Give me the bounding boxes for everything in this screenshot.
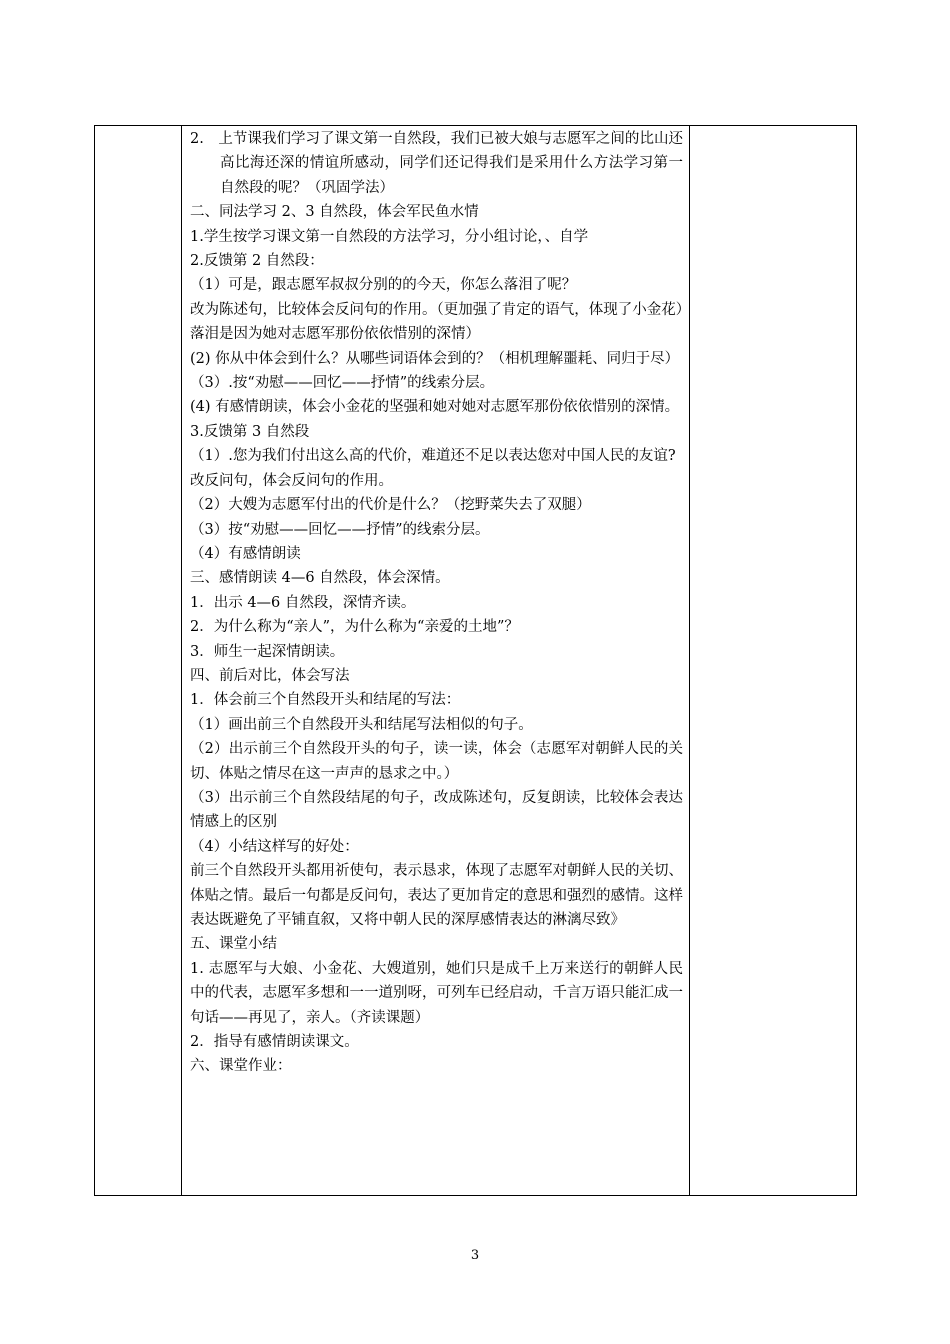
content-line: 前三个自然段开头都用祈使句，表示恳求，体现了志愿军对朝鲜人民的关切、体贴之情。最后一句都是反问句，表达了更加肯定的意思和强烈的感情。这样表达既避免了平铺直叙，又将中朝人民的深厚感情表达的淋漓尽致》 xyxy=(190,863,683,928)
section-heading-2: 二、同法学习 2、3 自然段，体会军民鱼水情 xyxy=(190,204,479,221)
content-line: （4）小结这样写的好处： xyxy=(190,838,359,855)
left-column-cell xyxy=(95,126,182,1195)
content-line: （1）画出前三个自然段开头和结尾写法相似的句子。 xyxy=(190,716,533,733)
page-number: 3 xyxy=(470,1248,480,1263)
content-line: 2．指导有感情朗读课文。 xyxy=(190,1034,359,1051)
content-line: （2）出示前三个自然段开头的句子，读一读，体会（志愿军对朝鲜人民的关切、体贴之情尽在这一声声的恳求之中。） xyxy=(190,741,683,782)
content-line: 改为陈述句，比较体会反问句的作用。（更加强了肯定的语气，体现了小金花）落泪是因为她对志愿军那份依依惜别的深情） xyxy=(190,301,683,343)
right-column-cell xyxy=(690,126,856,1195)
content-line: 2．为什么称为“亲人”，为什么称为“亲爱的土地”？ xyxy=(190,619,519,636)
section-heading-6: 六、课堂作业： xyxy=(190,1058,292,1075)
section-heading-4: 四、前后对比，体会写法 xyxy=(190,667,350,684)
lesson-content xyxy=(190,127,683,1079)
content-line: 1．出示 4—6 自然段，深情齐读。 xyxy=(190,594,416,611)
content-line: 2.反馈第 2 自然段： xyxy=(190,253,324,270)
section-heading-5: 五、课堂小结 xyxy=(190,936,277,953)
review-question-line: 2. 上节课我们学习了课文第一自然段，我们已被大娘与志愿军之间的比山还高比海还深的情谊所感动，同学们还记得我们是采用什么方法学习第一自然段的呢？（巩固学法） xyxy=(190,131,683,196)
lesson-plan-table xyxy=(94,125,857,1196)
content-line: 3.反馈第 3 自然段 xyxy=(190,423,310,440)
main-content-cell xyxy=(182,126,690,1195)
content-line: （1）可是，跟志愿军叔叔分别的的今天，你怎么落泪了呢？ xyxy=(190,277,577,294)
section-heading-3: 三、感情朗读 4—6 自然段，体会深情。 xyxy=(190,570,450,587)
content-line: （1）.您为我们付出这么高的代价，难道还不足以表达您对中国人民的友谊? xyxy=(190,448,676,465)
content-line: 改反问句，体会反问句的作用。 xyxy=(190,472,393,489)
content-line: (2) 你从中体会到什么？从哪些词语体会到的？（相机理解噩耗、同归于尽） xyxy=(190,350,680,367)
content-line: （2）大嫂为志愿军付出的代价是什么？（挖野菜失去了双腿） xyxy=(190,497,591,514)
content-line: (4) 有感情朗读，体会小金花的坚强和她对她对志愿军那份依依惜别的深情。 xyxy=(190,399,680,416)
content-line: 3．师生一起深情朗读。 xyxy=(190,643,345,660)
content-line: 1. 志愿军与大娘、小金花、大嫂道别，她们只是成千上万来送行的朝鲜人民中的代表，志愿军多想和一一道别呀，可列车已经启动，千言万语只能汇成一句话——再见了，亲人。（齐读课题） xyxy=(190,960,683,1026)
content-line: 1．体会前三个自然段开头和结尾的写法： xyxy=(190,692,461,709)
content-line: （4）有感情朗读 xyxy=(190,545,301,562)
content-line: （3）出示前三个自然段结尾的句子，改成陈述句，反复朗读，比较体会表达情感上的区别 xyxy=(190,789,683,831)
content-line: 1.学生按学习课文第一自然段的方法学习，分小组讨论，、自学 xyxy=(190,228,589,245)
content-line: （3）按“劝慰——回忆——抒情”的线索分层。 xyxy=(190,521,490,538)
content-line: （3）.按“劝慰——回忆——抒情”的线索分层。 xyxy=(190,375,495,392)
